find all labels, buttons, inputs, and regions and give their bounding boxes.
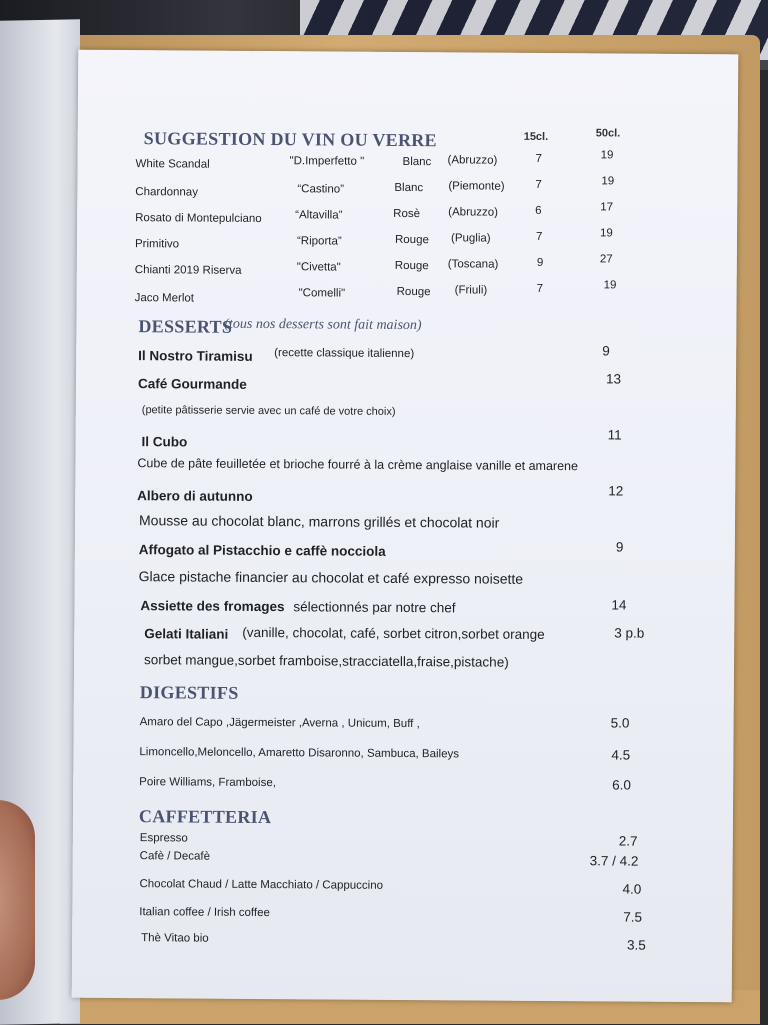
dessert-desc: sélectionnés par notre chef	[293, 599, 456, 616]
wine-region: (Puglia)	[450, 232, 491, 245]
dessert-name: Assiette des fromages	[140, 598, 285, 615]
wine-color: Rouge	[394, 233, 429, 247]
wine-price-15: 6	[535, 204, 542, 217]
wine-region: (Abruzzo)	[448, 206, 499, 219]
dessert-price: 9	[615, 539, 624, 555]
wine-name: Chianti 2019 Riserva	[134, 264, 242, 277]
wine-title: SUGGESTION DU VIN OU VERRE	[143, 128, 437, 151]
wine-price-15: 7	[535, 230, 543, 243]
dessert-price: 12	[608, 483, 624, 499]
wine-producer: "Comelli"	[298, 287, 346, 300]
wine-price-50: 17	[600, 201, 614, 214]
cafe-price: 7.5	[623, 909, 643, 925]
wine-color: Blanc	[394, 181, 424, 195]
wine-name: Chardonnay	[135, 186, 199, 199]
dessert-price: 14	[611, 597, 627, 613]
cafe-name: Cafè / Decafè	[139, 850, 211, 863]
wine-region: (Toscana)	[447, 258, 499, 271]
cafe-price: 4.0	[622, 881, 642, 897]
dessert-price: 13	[605, 371, 622, 387]
dessert-desc: Mousse au chocolat blanc, marrons grillés et chocolat noir	[138, 512, 500, 531]
digestif-price: 6.0	[612, 777, 632, 793]
wine-producer: "Civetta"	[296, 261, 341, 274]
finger	[0, 800, 35, 1000]
wine-color: Blanc	[402, 155, 432, 169]
caffetteria-title: CAFFETTERIA	[138, 806, 272, 828]
digestif-price: 5.0	[610, 715, 630, 731]
desserts-note: (tous nos desserts sont fait maison)	[224, 316, 422, 334]
cafe-name: Chocolat Chaud / Latte Macchiato / Cappuccino	[139, 878, 384, 892]
dessert-name: Affogato al Pistacchio e caffè nocciola	[138, 542, 386, 559]
col-50cl: 50cl.	[595, 127, 621, 140]
wine-name: Jaco Merlot	[134, 292, 195, 305]
wine-region: (Friuli)	[454, 284, 488, 297]
wine-producer: “Altavilla”	[295, 209, 343, 222]
wine-region: (Abruzzo)	[447, 154, 498, 167]
wine-price-50: 27	[599, 253, 613, 266]
dessert-name: Il Nostro Tiramisu	[138, 348, 253, 364]
dessert-desc: (recette classique italienne)	[274, 347, 415, 361]
wine-producer: “Castino”	[297, 183, 345, 196]
dessert-name: Il Cubo	[141, 434, 188, 450]
dessert-desc: (petite pâtisserie servie avec un café de votre choix)	[141, 404, 396, 418]
wine-price-15: 7	[535, 178, 542, 191]
cafe-name: Thè Vitao bio	[141, 932, 209, 945]
cafe-price: 2.7	[618, 833, 638, 849]
wine-region: (Piemonte)	[448, 180, 505, 193]
wine-name: Primitivo	[134, 238, 180, 251]
dessert-price: 9	[602, 343, 610, 359]
dessert-name: Café Gourmande	[137, 376, 247, 392]
digestifs-title: DIGESTIFS	[139, 682, 239, 703]
wine-price-15: 7	[536, 282, 544, 295]
menu-page	[72, 50, 739, 1003]
desserts-title: DESSERTS	[138, 316, 233, 337]
wine-color: Rosè	[393, 207, 421, 221]
wine-producer: “Riporta”	[296, 235, 342, 248]
wine-producer: "D.Imperfetto "	[289, 155, 365, 168]
dessert-price: 3 p.b	[614, 625, 645, 641]
wine-price-50: 19	[601, 175, 615, 188]
dessert-price: 11	[607, 427, 622, 443]
dessert-desc-2: sorbet mangue,sorbet framboise,stracciatella,fraise,pistache)	[144, 652, 509, 670]
wine-name: White Scandal	[135, 158, 210, 171]
digestif-name: Amaro del Capo ,Jägermeister ,Averna , Unicum, Buff ,	[139, 716, 420, 731]
digestif-name: Poire Williams, Framboise,	[139, 776, 276, 790]
dessert-name: Albero di autunno	[137, 488, 253, 504]
wine-price-15: 9	[536, 256, 544, 269]
wine-price-50: 19	[603, 279, 617, 292]
wine-name: Rosato di Montepulciano	[135, 212, 262, 225]
cafe-price: 3.7 / 4.2	[589, 853, 639, 869]
dessert-desc: Cube de pâte feuilletée et brioche fourré à la crème anglaise vanille et amarene	[137, 456, 579, 474]
cafe-name: Italian coffee / Irish coffee	[139, 906, 270, 920]
dessert-name: Gelati Italiani	[144, 626, 229, 642]
dessert-desc: (vanille, chocolat, café, sorbet citron,sorbet orange	[242, 624, 545, 642]
cafe-price: 3.5	[627, 937, 646, 953]
wine-color: Rouge	[396, 285, 431, 299]
digestif-price: 4.5	[611, 747, 631, 763]
dessert-desc: Glace pistache financier au chocolat et café expresso noisette	[138, 568, 524, 587]
col-15cl: 15cl.	[523, 130, 549, 143]
wine-price-50: 19	[600, 149, 614, 162]
digestif-name: Limoncello,Meloncello, Amaretto Disaronno, Sambuca, Baileys	[139, 746, 460, 761]
wine-price-15: 7	[535, 152, 543, 165]
wine-color: Rouge	[394, 259, 429, 273]
wine-price-50: 19	[600, 227, 613, 240]
cafe-name: Espresso	[139, 832, 188, 845]
